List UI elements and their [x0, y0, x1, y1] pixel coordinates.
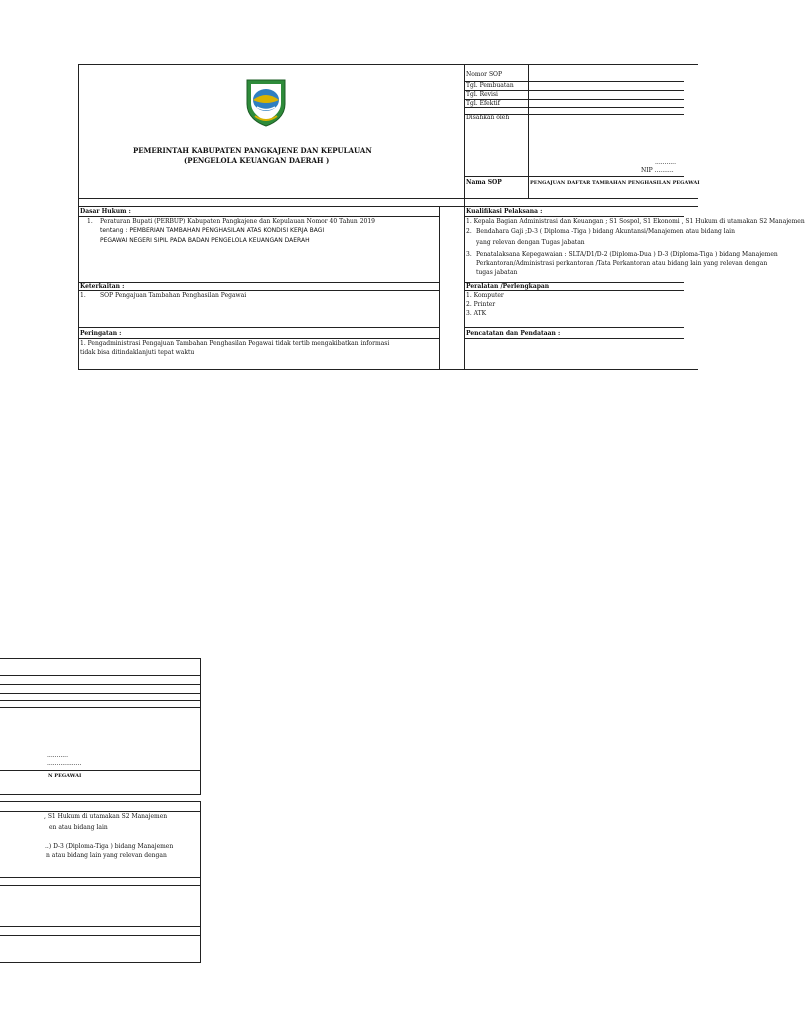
peringatan-line1: 1. Pengadministrasi Pengajuan Tambahan Penghasilan Pegawai tidak tertib mengakibatkan informasi — [80, 340, 390, 347]
gov-title-line2: (PENGELOLA KEUANGAN DAERAH ) — [184, 156, 330, 165]
fragment-k3-tail1: ..) D-3 (Diploma-Tiga ) bidang Manajemen — [45, 843, 174, 850]
label-tgl-pembuatan: Tgl. Pembuatan — [466, 82, 514, 89]
pencatatan-title: Pencatatan dan Pendataan : — [466, 330, 561, 337]
fragment-nama-tail: N PEGAWAI — [48, 773, 82, 779]
keterkaitan-item: SOP Pengajuan Tambahan Penghasilan Pegawai — [100, 292, 247, 299]
dasar-hukum-num: 1. — [87, 218, 93, 225]
kualifikasi-item2-num: 2. — [466, 228, 472, 235]
dasar-hukum-line3: PEGAWAI NEGERI SIPIL PADA BADAN PENGELOLA KEUANGAN DAERAH — [100, 237, 310, 244]
fragment-dots: ........... — [47, 752, 68, 759]
dasar-hukum-title: Dasar Hukum : — [80, 208, 131, 215]
kualifikasi-item3-line1: Penatalaksana Kepegawaian : SLTA/D1/D-2 (Diploma-Dua ) D-3 (Diploma-Tiga ) bidang Manajemen — [476, 251, 778, 258]
label-tgl-efektif: Tgl. Efektif — [466, 100, 500, 107]
keterkaitan-title: Keterkaitan : — [80, 283, 125, 290]
kualifikasi-item3-num: 3. — [466, 251, 472, 258]
kualifikasi-item2-line1: Bendahara Gaji ;D-3 ( Diploma -Tiga ) bidang Akuntansi/Manajemen atau bidang lain — [476, 228, 735, 235]
fragment-k1-tail: , S1 Hukum di utamakan S2 Manajemen — [44, 813, 168, 820]
gov-title-line1: PEMERINTAH KABUPATEN PANGKAJENE DAN KEPULAUAN — [133, 146, 372, 155]
dasar-hukum-line1: Peraturan Bupati (PERBUP) Kabupaten Pangkajene dan Kepulauan Nomor 40 Tahun 2019 — [100, 218, 375, 225]
peralatan-title: Peralatan /Perlengkapan — [466, 283, 550, 290]
overflow-fragment — [0, 656, 202, 966]
kualifikasi-item3-line2: Perkantoran/Administrasi perkantoran /Tata Perkantoran atau bidang lain yang relevan dengan — [476, 260, 768, 267]
dasar-hukum-line2: tentang : PEMBERIAN TAMBAHAN PENGHASILAN ATAS KONDISI KERJA BAGI — [100, 227, 325, 234]
kualifikasi-title: Kualifikasi Pelaksana : — [466, 208, 543, 215]
signature-dots: ........... — [655, 159, 676, 166]
fragment-nip-dots: .................. — [47, 760, 82, 767]
fragment-k2-tail: en atau bidang lain — [49, 824, 108, 831]
peringatan-line2: tidak bisa ditindaklanjuti tepat waktu — [80, 349, 195, 356]
peralatan-item-3: 3. ATK — [466, 310, 487, 317]
kualifikasi-item3-line3: tugas jabatan — [476, 269, 518, 276]
fragment-k3-tail2: n atau bidang lain yang relevan dengan — [46, 852, 167, 859]
nip-line: NIP .......... — [641, 167, 674, 174]
regency-emblem — [243, 76, 289, 128]
keterkaitan-num: 1. — [80, 292, 86, 299]
label-disahkan-oleh: Disahkan oleh — [466, 114, 510, 121]
peringatan-title: Peringatan : — [80, 330, 122, 337]
peralatan-item-1: 1. Komputer — [466, 292, 504, 299]
kualifikasi-item2-line2: yang relevan dengan Tugas jabatan — [476, 239, 585, 246]
label-nomor-sop: Nomor SOP — [466, 71, 503, 78]
nama-sop-value: PENGAJUAN DAFTAR TAMBAHAN PENGHASILAN PEGAWAI — [530, 180, 700, 186]
sop-main-sheet — [0, 0, 805, 380]
peralatan-item-2: 2. Printer — [466, 301, 496, 308]
kualifikasi-item1: 1. Kepala Bagian Administrasi dan Keuangan ; S1 Sospol, S1 Ekonomi , S1 Hukum di utamakan S2 Manajemen — [466, 218, 805, 225]
label-tgl-revisi: Tgl. Revisi — [466, 91, 498, 98]
label-nama-sop: Nama SOP — [466, 179, 502, 186]
